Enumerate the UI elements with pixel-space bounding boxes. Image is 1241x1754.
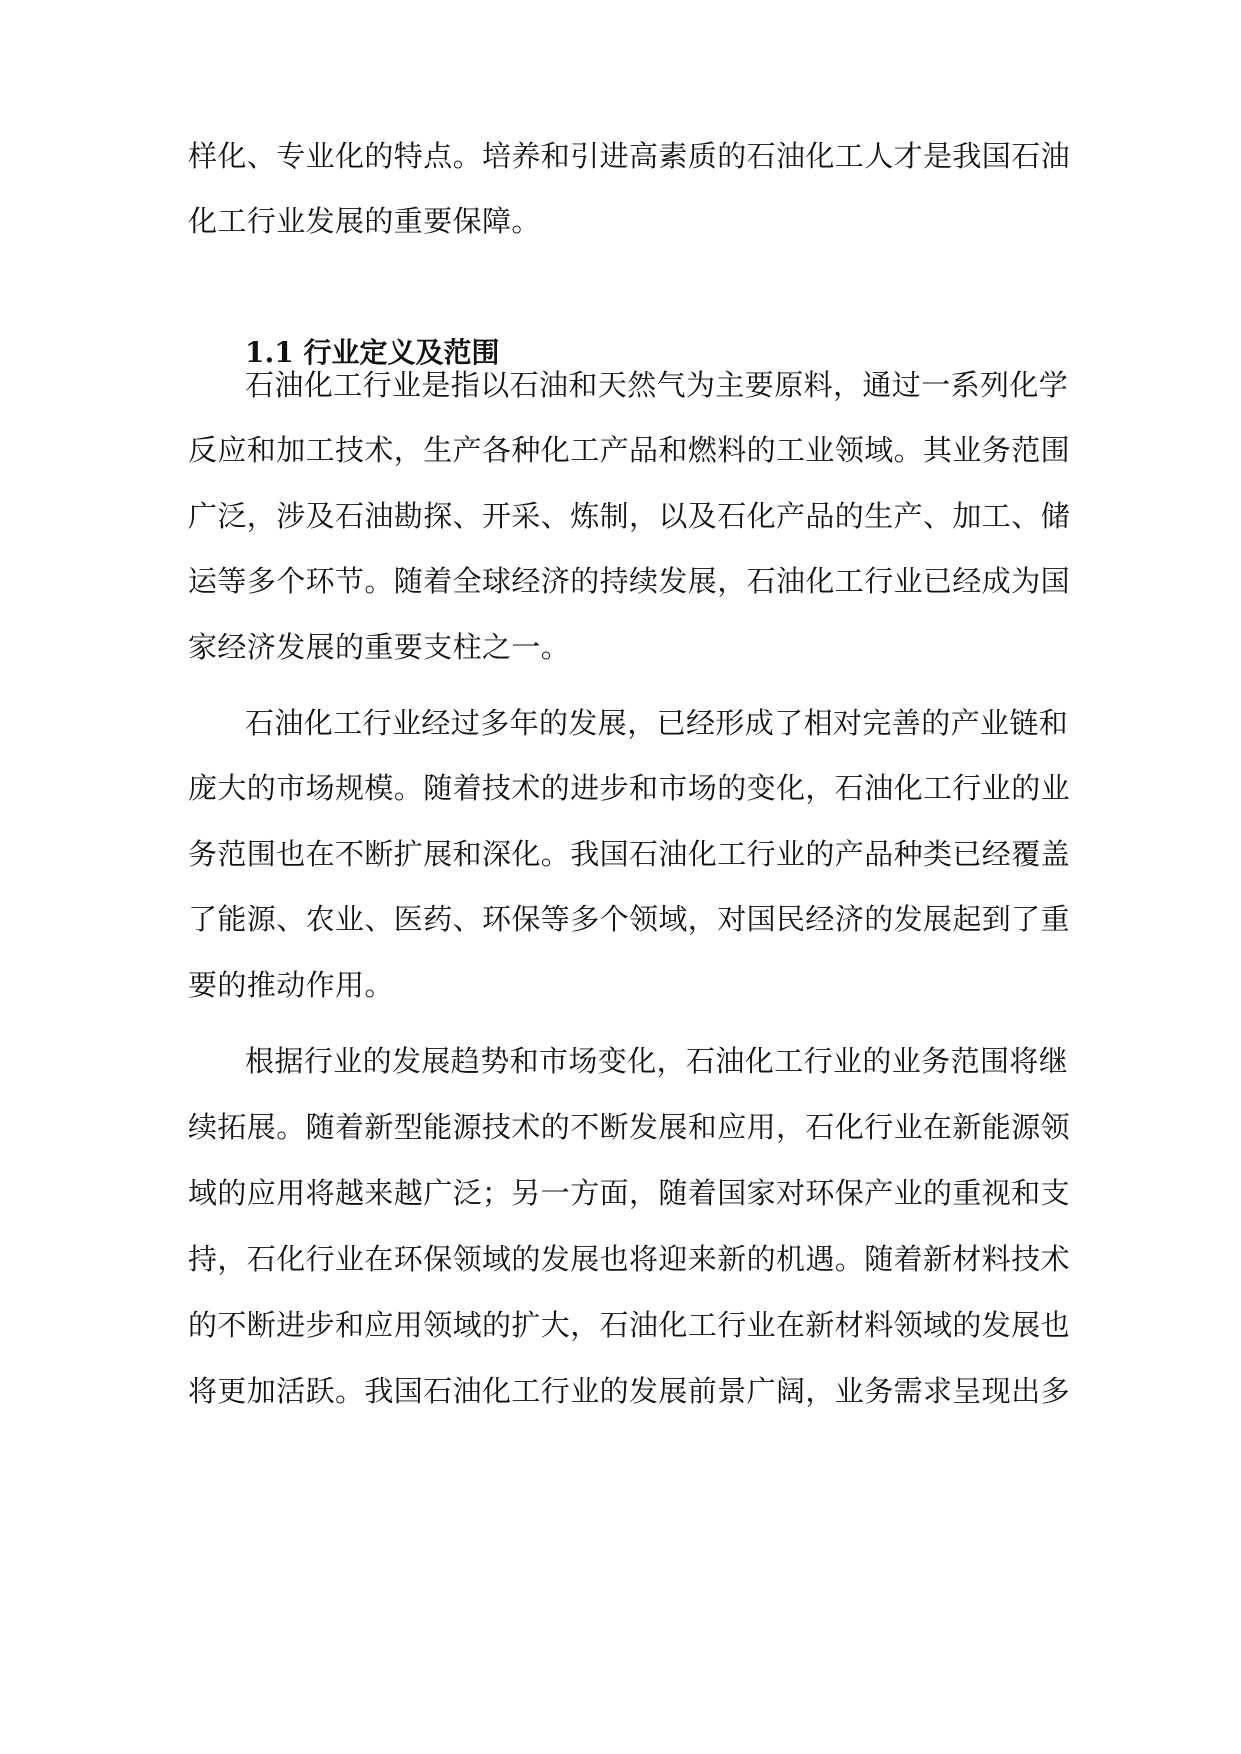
text-line: 持，石化行业在环保领域的发展也将迎来新的机遇。随着新材料技术	[188, 1242, 1071, 1276]
text-line: 务范围也在不断扩展和深化。我国石油化工行业的产品种类已经覆盖	[188, 837, 1071, 871]
paragraph-first-line: 石油化工行业是指以石油和天然气为主要原料，通过一系列化学	[245, 368, 1069, 402]
section-heading: 1.1 行业定义及范围	[245, 336, 500, 369]
text-line: 了能源、农业、医药、环保等多个领域，对国民经济的发展起到了重	[188, 902, 1071, 936]
text-line: 运等多个环节。随着全球经济的持续发展，石油化工行业已经成为国	[188, 564, 1071, 598]
text-line: 续拓展。随着新型能源技术的不断发展和应用，石化行业在新能源领	[188, 1110, 1071, 1144]
text-line: 庞大的市场规模。随着技术的进步和市场的变化，石油化工行业的业	[188, 771, 1071, 805]
text-line: 要的推动作用。	[188, 968, 394, 1002]
text-line: 化工行业发展的重要保障。	[188, 204, 541, 238]
text-line: 将更加活跃。我国石油化工行业的发展前景广阔，业务需求呈现出多	[188, 1374, 1071, 1408]
text-line: 广泛，涉及石油勘探、开采、炼制，以及石化产品的生产、加工、储	[188, 499, 1071, 533]
text-line: 反应和加工技术，生产各种化工产品和燃料的工业领域。其业务范围	[188, 433, 1071, 467]
paragraph-first-line: 根据行业的发展趋势和市场变化，石油化工行业的业务范围将继	[245, 1044, 1069, 1078]
text-line: 的不断进步和应用领域的扩大，石油化工行业在新材料领域的发展也	[188, 1308, 1071, 1342]
text-line: 域的应用将越来越广泛；另一方面，随着国家对环保产业的重视和支	[188, 1176, 1071, 1210]
text-line: 样化、专业化的特点。培养和引进高素质的石油化工人才是我国石油	[188, 139, 1071, 173]
paragraph-first-line: 石油化工行业经过多年的发展，已经形成了相对完善的产业链和	[245, 706, 1069, 740]
text-line: 家经济发展的重要支柱之一。	[188, 630, 571, 664]
